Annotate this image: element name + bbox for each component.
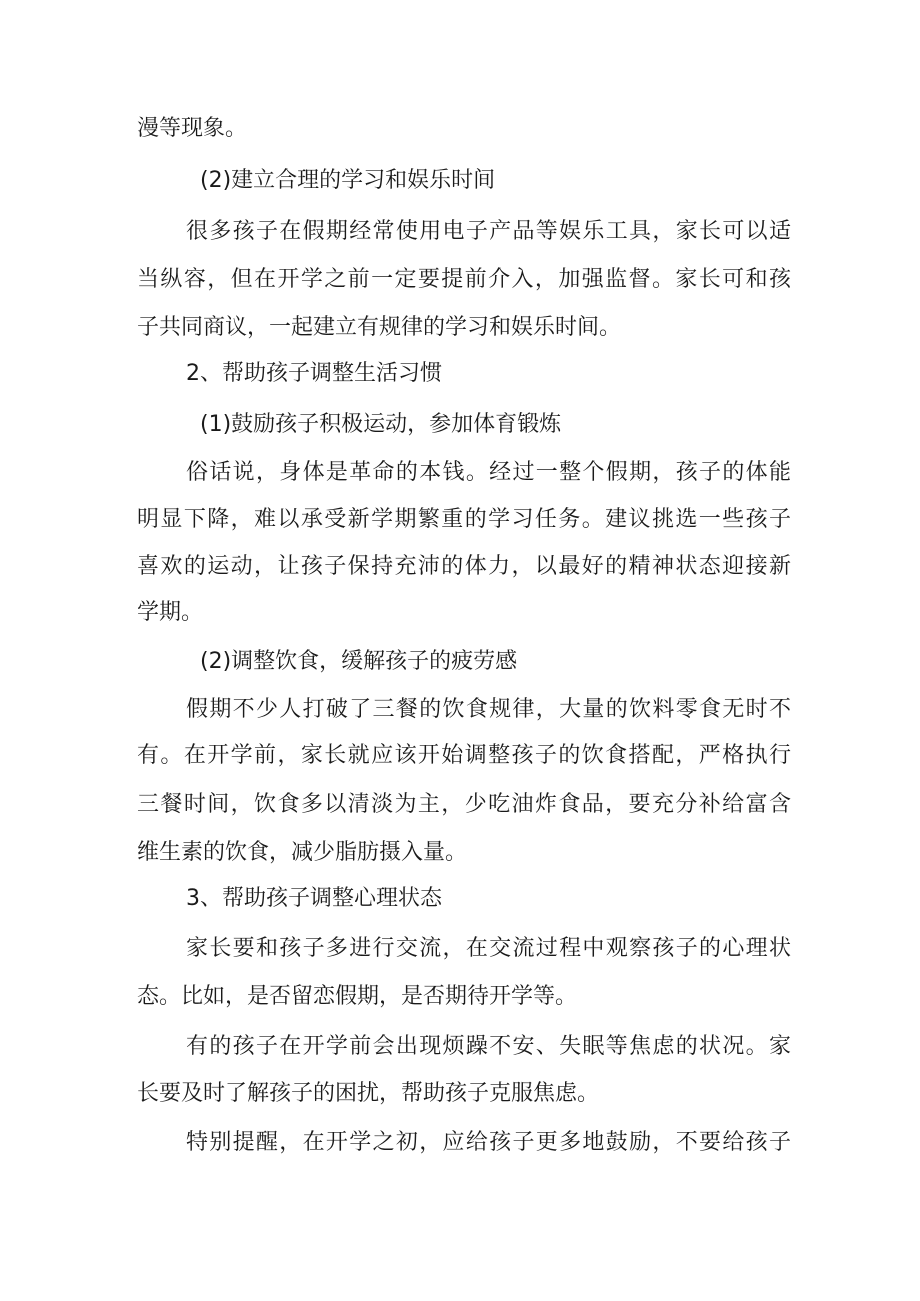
subheading-diet: (2)调整饮食，缓解孩子的疲劳感 xyxy=(200,649,518,674)
text-line: 子共同商议，一起建立有规律的学习和娱乐时间。 xyxy=(137,315,622,340)
subheading-build-time: (2)建立合理的学习和娱乐时间 xyxy=(200,168,496,193)
text-line: 漫等现象。 xyxy=(137,116,248,141)
text-line: 长要及时了解孩子的困扰，帮助孩子克服焦虑。 xyxy=(137,1081,600,1106)
text-line: 三餐时间，饮食多以清淡为主，少吃油炸食品，要充分补给富含 xyxy=(137,792,791,817)
text-line: 明显下降，难以承受新学期繁重的学习任务。建议挑选一些孩子 xyxy=(137,507,791,532)
section-heading-2: 2、帮助孩子调整生活习惯 xyxy=(186,361,442,386)
text-line: 家长要和孩子多进行交流，在交流过程中观察孩子的心理状 xyxy=(186,936,791,961)
text-line: 态。比如，是否留恋假期，是否期待开学等。 xyxy=(137,984,578,1009)
text-line: 俗话说，身体是革命的本钱。经过一整个假期，孩子的体能 xyxy=(186,460,791,485)
section-heading-3: 3、帮助孩子调整心理状态 xyxy=(186,886,442,911)
text-line: 假期不少人打破了三餐的饮食规律，大量的饮料零食无时不 xyxy=(186,697,791,722)
text-line: 特别提醒，在开学之初，应给孩子更多地鼓励，不要给孩子 xyxy=(186,1130,791,1155)
text-line: 有的孩子在开学前会出现烦躁不安、失眠等焦虑的状况。家 xyxy=(186,1034,791,1059)
text-line: 当纵容，但在开学之前一定要提前介入，加强监督。家长可和孩 xyxy=(137,267,791,292)
text-line: 学期。 xyxy=(137,600,204,625)
text-line: 很多孩子在假期经常使用电子产品等娱乐工具，家长可以适 xyxy=(186,219,791,244)
text-line: 维生素的饮食，减少脂肪摄入量。 xyxy=(137,840,468,865)
text-line: 喜欢的运动，让孩子保持充沛的体力，以最好的精神状态迎接新 xyxy=(137,554,791,579)
subheading-exercise: (1)鼓励孩子积极运动，参加体育锻炼 xyxy=(200,412,562,437)
text-line: 有。在开学前，家长就应该开始调整孩子的饮食搭配，严格执行 xyxy=(137,743,791,768)
